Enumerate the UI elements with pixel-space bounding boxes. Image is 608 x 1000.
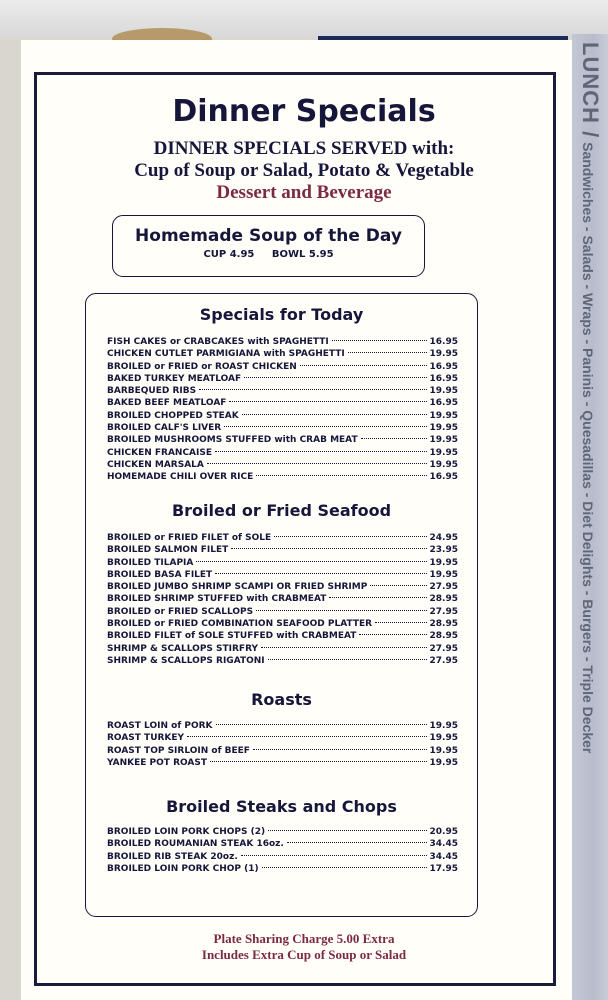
subtitle-line-2: Cup of Soup or Salad, Potato & Vegetable bbox=[134, 160, 474, 181]
dot-leader bbox=[268, 659, 427, 660]
menu-item-name: BAKED TURKEY MEATLOAF bbox=[107, 373, 242, 384]
menu-item-name: BROILED MUSHROOMS STUFFED with CRAB MEAT bbox=[107, 435, 358, 446]
menu-item bbox=[107, 581, 458, 593]
menu-item-name: BROILED LOIN PORK CHOPS (2) bbox=[107, 827, 266, 837]
menu-item bbox=[107, 745, 458, 757]
menu-item-name: BROILED or FRIED FILET of SOLE bbox=[107, 533, 272, 543]
menu-item bbox=[107, 826, 458, 838]
dot-leader bbox=[274, 536, 426, 537]
menu-item-price: 19.95 bbox=[429, 569, 458, 580]
menu-item bbox=[107, 348, 458, 360]
menu-item-price: 16.95 bbox=[429, 361, 458, 372]
dot-leader bbox=[229, 401, 426, 402]
dot-leader bbox=[207, 463, 427, 464]
menu-item bbox=[107, 361, 458, 373]
menu-item-name: BROILED LOIN PORK CHOP (1) bbox=[107, 863, 259, 874]
menu-item-name: BROILED JUMBO SHRIMP SCAMPI OR FRIED SHRIMP bbox=[107, 582, 368, 593]
menu-item-price: 27.95 bbox=[429, 582, 458, 593]
dot-leader bbox=[256, 610, 426, 611]
menu-item bbox=[107, 397, 458, 409]
dot-leader bbox=[210, 761, 427, 762]
menu-item-name: BROILED BASA FILET bbox=[107, 569, 213, 580]
menu-item-name: BROILED RIB STEAK 20oz. bbox=[107, 851, 238, 862]
menu-item-price: 28.95 bbox=[429, 631, 458, 642]
dot-leader bbox=[187, 736, 426, 737]
dot-leader bbox=[348, 352, 427, 353]
menu-item-name: BROILED TILAPIA bbox=[107, 557, 194, 568]
dot-leader bbox=[300, 365, 427, 366]
menu-item bbox=[107, 655, 458, 667]
menu-item-price: 19.95 bbox=[429, 386, 458, 397]
menu-item-price: 34.45 bbox=[429, 839, 458, 850]
menu-item bbox=[107, 336, 458, 348]
section-title-specials: Specials for Today bbox=[199, 305, 364, 324]
menu-item bbox=[107, 459, 458, 471]
menu-item-price: 27.95 bbox=[429, 655, 458, 666]
menu-item-price: 19.95 bbox=[429, 435, 458, 446]
dot-leader bbox=[244, 377, 426, 378]
dot-leader bbox=[215, 451, 427, 452]
footer-line-2: Includes Extra Cup of Soup or Salad bbox=[201, 947, 407, 962]
menu-item-price: 19.95 bbox=[429, 733, 458, 744]
menu-item-price: 17.95 bbox=[429, 863, 458, 874]
menu-item bbox=[107, 532, 458, 544]
menu-item bbox=[107, 447, 458, 459]
menu-item-name: BROILED SHRIMP STUFFED with CRABMEAT bbox=[107, 594, 327, 605]
side-heading: LUNCH / bbox=[578, 42, 603, 139]
dot-leader bbox=[359, 634, 426, 635]
menu-item-price: 23.95 bbox=[429, 545, 458, 556]
dot-leader bbox=[361, 438, 427, 439]
menu-item bbox=[107, 720, 458, 732]
menu-item bbox=[107, 606, 458, 618]
menu-item-name: BROILED CHOPPED STEAK bbox=[107, 410, 239, 421]
menu-item-name: BROILED SALMON FILET bbox=[107, 545, 229, 556]
dot-leader bbox=[231, 548, 426, 549]
menu-item bbox=[107, 643, 458, 655]
menu-item bbox=[107, 569, 458, 581]
menu-item-name: BROILED or FRIED COMBINATION SEAFOOD PLATTER bbox=[107, 619, 373, 630]
dot-leader bbox=[241, 855, 427, 856]
menu-item-price: 27.95 bbox=[429, 606, 458, 617]
roasts-list bbox=[107, 720, 458, 769]
menu-item-name: HOMEMADE CHILI OVER RICE bbox=[107, 472, 254, 483]
dot-leader bbox=[287, 842, 427, 843]
section-title-steaks: Broiled Steaks and Chops bbox=[166, 797, 397, 816]
menu-item-price: 28.95 bbox=[429, 594, 458, 605]
menu-item-name: YANKEE POT ROAST bbox=[107, 757, 208, 768]
side-categories: Sandwiches - Salads - Wraps - Paninis - Quesadillas - Diet Delights - Burgers - Triple Decker bbox=[580, 142, 596, 754]
menu-item bbox=[107, 630, 458, 642]
menu-item-price: 16.95 bbox=[429, 337, 458, 347]
menu-item-price: 19.95 bbox=[429, 721, 458, 731]
soup-cup-price: CUP 4.95 bbox=[203, 249, 255, 260]
seafood-list bbox=[107, 532, 458, 667]
menu-item-price: 19.95 bbox=[429, 557, 458, 568]
menu-item bbox=[107, 544, 458, 556]
menu-item-name: BROILED or FRIED or ROAST CHICKEN bbox=[107, 361, 297, 372]
menu-item-price: 19.95 bbox=[429, 757, 458, 768]
subtitle-line-3: Dessert and Beverage bbox=[216, 182, 392, 203]
dot-leader bbox=[199, 389, 426, 390]
menu-item-name: BROILED or FRIED SCALLOPS bbox=[107, 606, 254, 617]
dot-leader bbox=[375, 622, 426, 623]
steaks-list bbox=[107, 826, 458, 875]
menu-item bbox=[107, 593, 458, 605]
menu-item-price: 19.95 bbox=[429, 745, 458, 756]
soup-box bbox=[112, 215, 425, 277]
menu-item-name: BROILED FILET of SOLE STUFFED with CRABMEAT bbox=[107, 631, 357, 642]
dot-leader bbox=[242, 414, 427, 415]
soup-prices bbox=[113, 249, 424, 260]
menu-item-price: 19.95 bbox=[429, 410, 458, 421]
menu-item bbox=[107, 557, 458, 569]
menu-item-name: CHICKEN FRANCAISE bbox=[107, 447, 213, 458]
dot-leader bbox=[224, 426, 426, 427]
menu-item-name: SHRIMP & SCALLOPS STIRFRY bbox=[107, 643, 259, 654]
menu-item-name: BAKED BEEF MEATLOAF bbox=[107, 398, 227, 409]
subtitle-line-1: DINNER SPECIALS SERVED with: bbox=[153, 138, 455, 159]
dot-leader bbox=[370, 585, 426, 586]
dot-leader bbox=[261, 647, 427, 648]
dot-leader bbox=[253, 749, 427, 750]
menu-item-price: 16.95 bbox=[429, 472, 458, 483]
footer-line-1: Plate Sharing Charge 5.00 Extra bbox=[213, 931, 395, 946]
menu-item-price: 20.95 bbox=[429, 827, 458, 837]
menu-item bbox=[107, 471, 458, 483]
menu-item-price: 19.95 bbox=[429, 423, 458, 434]
menu-item bbox=[107, 618, 458, 630]
menu-item bbox=[107, 851, 458, 863]
top-strip bbox=[0, 0, 608, 38]
menu-item bbox=[107, 838, 458, 850]
dot-leader bbox=[215, 573, 426, 574]
page-title: Dinner Specials bbox=[172, 94, 436, 129]
menu-item-price: 16.95 bbox=[429, 398, 458, 409]
menu-item bbox=[107, 422, 458, 434]
menu-item-price: 19.95 bbox=[429, 447, 458, 458]
specials-list bbox=[107, 336, 458, 484]
dot-leader bbox=[329, 597, 426, 598]
menu-item-name: CHICKEN CUTLET PARMIGIANA with SPAGHETTI bbox=[107, 349, 345, 360]
menu-item-name: ROAST TOP SIRLOIN of BEEF bbox=[107, 745, 250, 756]
menu-item-price: 28.95 bbox=[429, 619, 458, 630]
menu-item bbox=[107, 434, 458, 446]
menu-item bbox=[107, 410, 458, 422]
menu-item-name: BARBEQUED RIBS bbox=[107, 386, 197, 397]
menu-item-price: 16.95 bbox=[429, 373, 458, 384]
section-title-roasts: Roasts bbox=[251, 690, 312, 709]
dot-leader bbox=[332, 340, 427, 341]
menu-item-name: BROILED CALF'S LIVER bbox=[107, 423, 222, 434]
menu-item-name: CHICKEN MARSALA bbox=[107, 459, 204, 470]
menu-item bbox=[107, 863, 458, 875]
menu-item-price: 19.95 bbox=[429, 349, 458, 360]
menu-item-name: SHRIMP & SCALLOPS RIGATONI bbox=[107, 655, 265, 666]
menu-item bbox=[107, 373, 458, 385]
dot-leader bbox=[262, 867, 427, 868]
soup-bowl-price: BOWL 5.95 bbox=[271, 249, 334, 260]
menu-item bbox=[107, 757, 458, 769]
dot-leader bbox=[268, 830, 426, 831]
menu-item-name: ROAST TURKEY bbox=[107, 733, 185, 744]
menu-item-price: 27.95 bbox=[429, 643, 458, 654]
menu-item-name: FISH CAKES or CRABCAKES with SPAGHETTI bbox=[107, 337, 329, 347]
menu-item bbox=[107, 732, 458, 744]
menu-item-price: 24.95 bbox=[429, 533, 458, 543]
menu-item-name: BROILED ROUMANIAN STEAK 16oz. bbox=[107, 839, 284, 850]
soup-title: Homemade Soup of the Day bbox=[135, 226, 402, 246]
dot-leader bbox=[196, 561, 426, 562]
menu-item bbox=[107, 385, 458, 397]
menu-item-price: 34.45 bbox=[429, 851, 458, 862]
dot-leader bbox=[216, 724, 427, 725]
section-title-seafood: Broiled or Fried Seafood bbox=[171, 501, 392, 520]
dot-leader bbox=[256, 475, 426, 476]
menu-item-name: ROAST LOIN of PORK bbox=[107, 721, 213, 731]
menu-item-price: 19.95 bbox=[429, 459, 458, 470]
